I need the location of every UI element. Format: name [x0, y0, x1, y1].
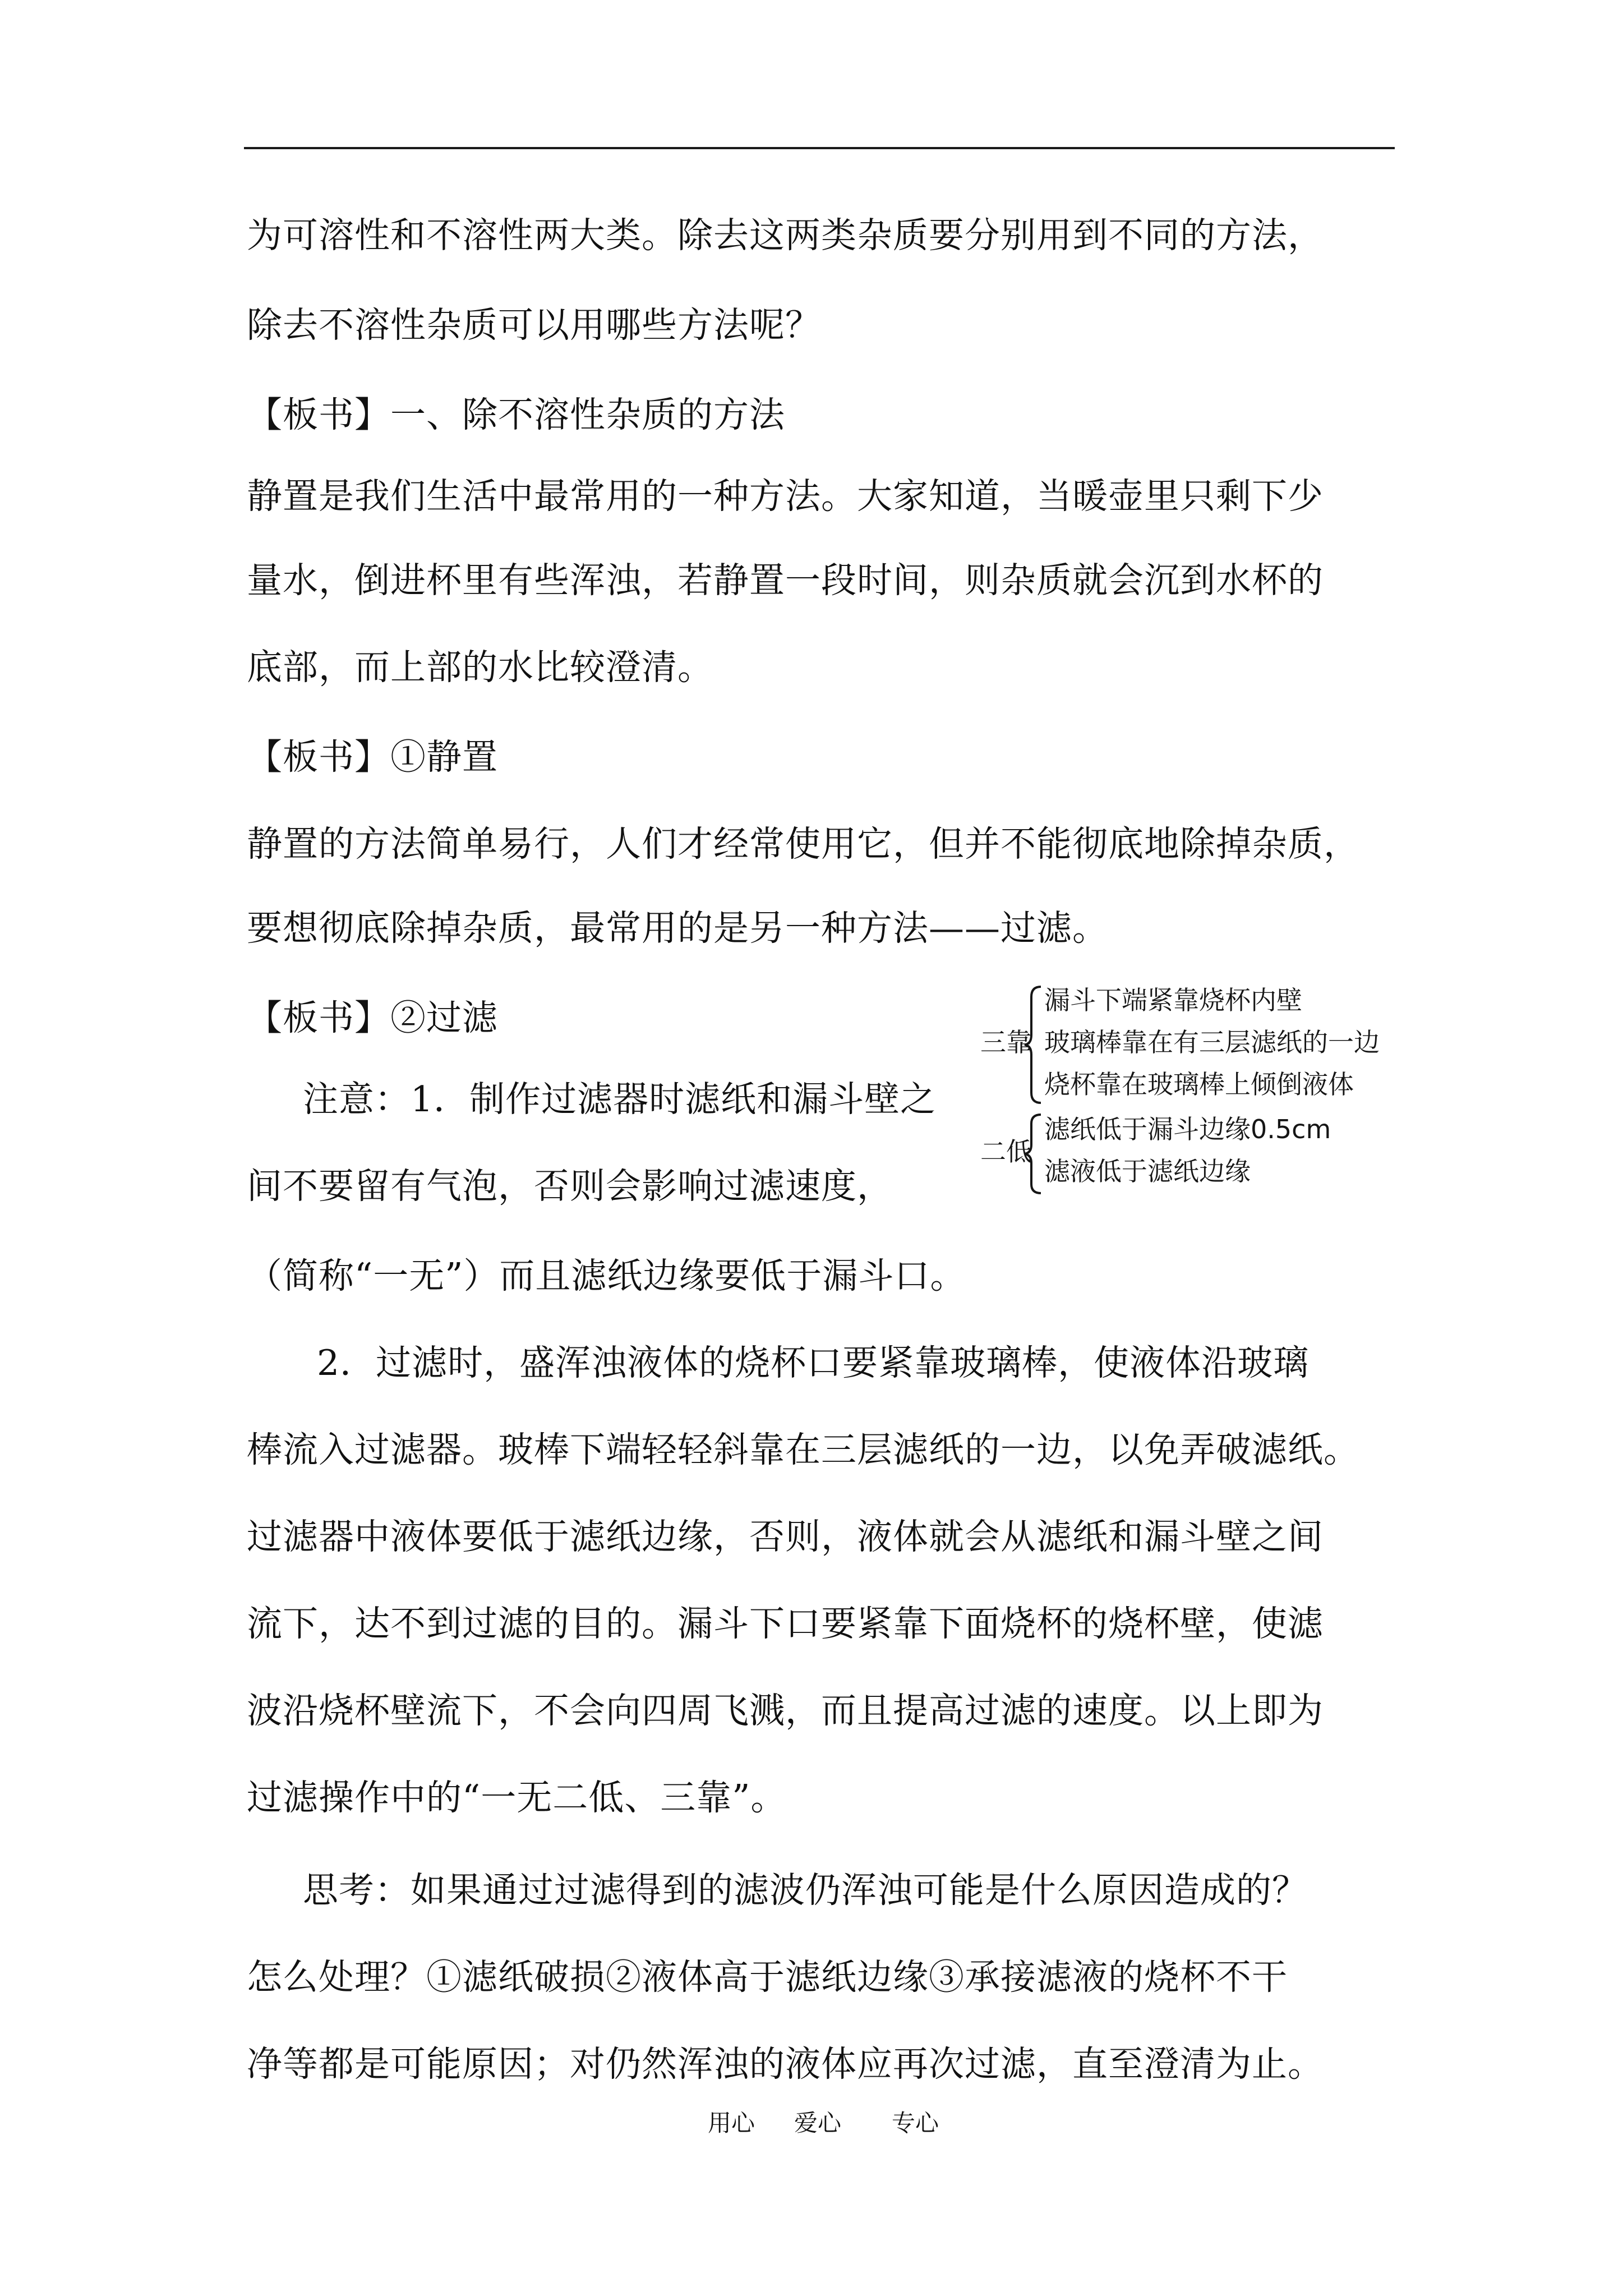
body-line-2: 除去不溶性杂质可以用哪些方法呢？ — [247, 305, 821, 346]
body-line-19: 过滤操作中的“一无二低、三靠”。 — [247, 1777, 787, 1818]
body-line-20: 思考：如果通过过滤得到的滤波仍浑浊可能是什么原因造成的？ — [303, 1870, 1308, 1911]
san-kao-item-1: 漏斗下端紧靠烧杯内壁 — [1044, 985, 1302, 1015]
body-line-10: 【板书】②过滤 — [247, 997, 498, 1038]
body-line-6: 底部，而上部的水比较澄清。 — [247, 647, 713, 688]
body-line-1: 为可溶性和不溶性两大类。除去这两类杂质要分别用到不同的方法， — [247, 215, 1324, 256]
body-line-17: 流下，达不到过滤的目的。漏斗下口要紧靠下面烧杯的烧杯壁，使滤 — [247, 1603, 1324, 1644]
body-line-8: 静置的方法简单易行，人们才经常使用它，但并不能彻底地除掉杂质， — [247, 823, 1359, 864]
body-line-3: 【板书】一、除不溶性杂质的方法 — [247, 394, 785, 435]
san-kao-brace-icon — [1022, 984, 1044, 1105]
er-di-brace-icon — [1022, 1112, 1044, 1195]
body-line-9: 要想彻底除掉杂质，最常用的是另一种方法——过滤。 — [247, 908, 1108, 949]
body-line-4: 静置是我们生活中最常用的一种方法。大家知道，当暖壶里只剩下少 — [247, 476, 1324, 517]
body-line-12: 间不要留有气泡，否则会影响过滤速度， — [247, 1166, 893, 1207]
body-line-15: 棒流入过滤器。玻棒下端轻轻斜靠在三层滤纸的一边，以免弄破滤纸。 — [247, 1429, 1359, 1470]
page-footer — [708, 2109, 939, 2137]
san-kao-item-3: 烧杯靠在玻璃棒上倾倒液体 — [1044, 1069, 1354, 1099]
body-line-16: 过滤器中液体要低于滤纸边缘，否则，液体就会从滤纸和漏斗壁之间 — [247, 1516, 1324, 1557]
header-rule — [244, 147, 1395, 149]
body-line-5: 量水，倒进杯里有些浑浊，若静置一段时间，则杂质就会沉到水杯的 — [247, 560, 1324, 601]
body-line-21: 怎么处理？①滤纸破损②液体高于滤纸边缘③承接滤液的烧杯不干 — [247, 1957, 1288, 1998]
san-kao-item-2: 玻璃棒靠在有三层滤纸的一边 — [1044, 1027, 1380, 1057]
san-kao-label: 三靠 — [980, 1027, 1032, 1057]
footer-word-3: 专心 — [892, 2109, 939, 2137]
footer-word-1: 用心 — [708, 2109, 755, 2137]
er-di-item-1: 滤纸低于漏斗边缘0.5cm — [1044, 1114, 1331, 1144]
footer-word-2: 爱心 — [794, 2109, 842, 2137]
body-line-14: 2．过滤时，盛浑浊液体的烧杯口要紧靠玻璃棒，使液体沿玻璃 — [317, 1342, 1310, 1383]
er-di-item-2: 滤液低于滤纸边缘 — [1044, 1156, 1251, 1186]
body-line-13: （简称“一无”）而且滤纸边缘要低于漏斗口。 — [247, 1255, 966, 1296]
body-line-7: 【板书】①静置 — [247, 737, 498, 777]
er-di-label: 二低 — [980, 1137, 1032, 1167]
body-line-11: 注意：1．制作过滤器时滤纸和漏斗壁之 — [303, 1079, 937, 1120]
body-line-18: 波沿烧杯壁流下，不会向四周飞溅，而且提高过滤的速度。以上即为 — [247, 1690, 1324, 1731]
body-line-22: 净等都是可能原因；对仍然浑浊的液体应再次过滤，直至澄清为止。 — [247, 2044, 1324, 2085]
